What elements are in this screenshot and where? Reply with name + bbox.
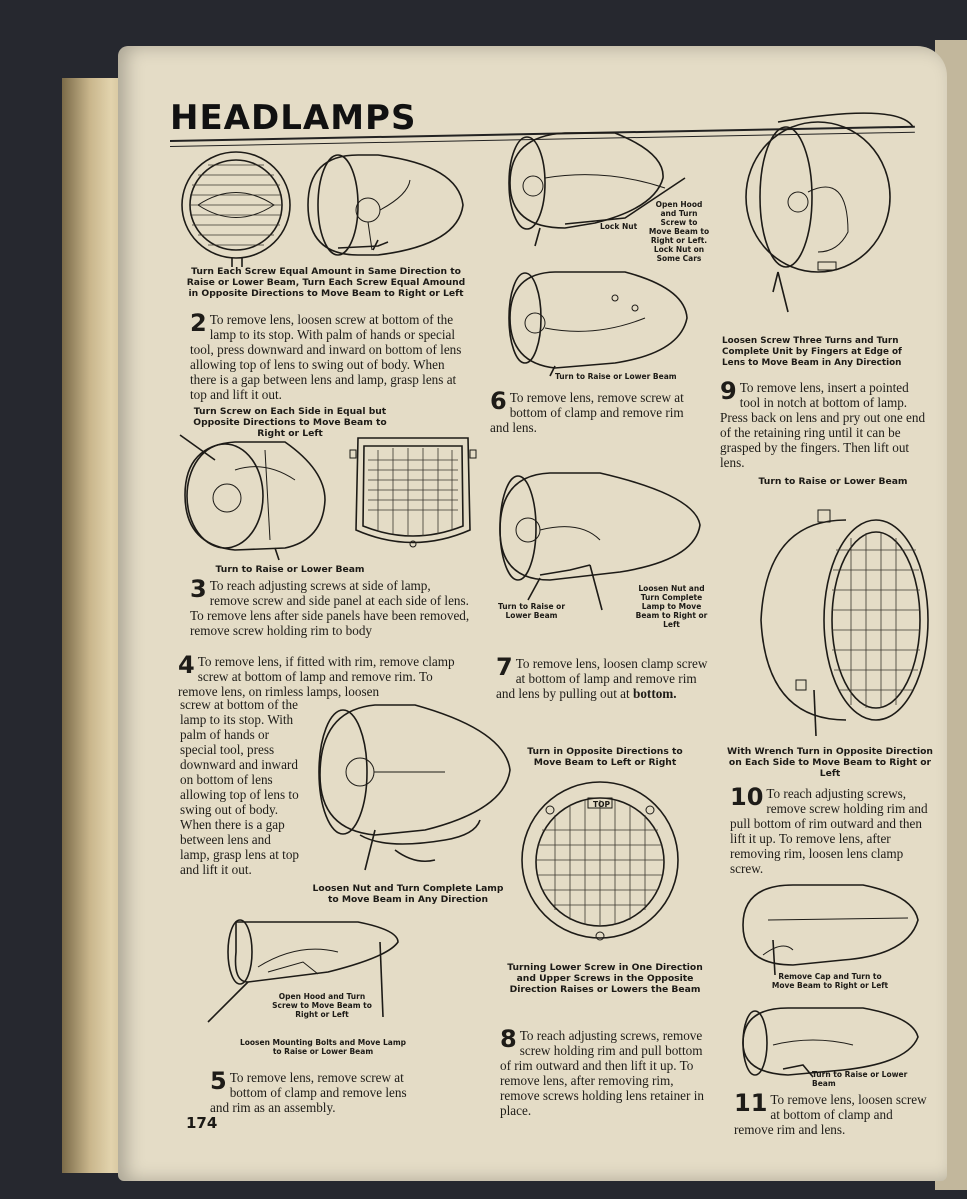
step3-caption-top: Turn Screw on Each Side in Equal but Opposite Directions to Move Beam to Right or Left xyxy=(193,406,387,439)
step7-number: 7 xyxy=(496,653,513,681)
step11-label-cap: Remove Cap and Turn to Move Beam to Right or Left xyxy=(771,972,889,990)
fig1-lamp-side-illustration xyxy=(298,150,468,260)
step7-text xyxy=(496,653,711,701)
step5-text xyxy=(210,1067,410,1115)
step10-caption-bottom: With Wrench Turn in Opposite Direction on Each Side to Move Beam to Right or Left xyxy=(727,746,933,779)
step3-number: 3 xyxy=(190,575,207,603)
step4-text-lead xyxy=(178,651,468,699)
fig1-caption: Turn Each Screw Equal Amount in Same Direction to Raise or Lower Beam, Turn Each Screw Equal Amound in Opposite Directions to Move Beam to Right or Left xyxy=(186,266,466,299)
step9-text xyxy=(720,377,926,470)
step7-body: To remove lens, loosen clamp screw at bottom of lamp and remove rim and lens by pulling out at xyxy=(496,656,708,701)
step8-caption-top: Turn in Opposite Directions to Move Beam to Left or Right xyxy=(527,746,683,768)
step11-label-raise: Turn to Raise or Lower Beam xyxy=(812,1070,908,1088)
step10-body: To reach adjusting screws, remove screw holding rim and pull bottom of rim outward and then lift it up. To remove lens, after removing rim, loosen lens clamp screw. xyxy=(730,786,928,876)
step11-number: 11 xyxy=(734,1089,768,1117)
step5-number: 5 xyxy=(210,1067,227,1095)
step6-label-lock-nut: Lock Nut xyxy=(600,222,638,231)
step11-lamp-top-illustration xyxy=(733,880,923,975)
step5-label-bolts: Loosen Mounting Bolts and Move Lamp to Raise or Lower Beam xyxy=(239,1038,407,1056)
step4-lamp-illustration xyxy=(305,700,515,875)
step9-body: To remove lens, insert a pointed tool in notch at bottom of lamp. Press back on lens and pry out one end of the retaining ring until it can be grasped by the fingers. Then lift out lens. xyxy=(720,380,926,470)
step4-text-wrap: screw at bottom of the lamp to its stop. With palm of hands or special tool, press downward and inward on bottom of lens allowing top of lens to swing out of body. When there is a gap between lens and lamp, grasp lens at top and lift it out. xyxy=(180,697,300,877)
step5-body: To remove lens, remove screw at bottom of clamp and remove lens and rim as an assembly. xyxy=(210,1070,407,1115)
step8-top-label: TOP xyxy=(593,800,610,809)
step6-label-open-hood: Open Hood and Turn Screw to Move Beam to Right or Left. Lock Nut on Some Cars xyxy=(648,200,710,263)
step11-body: To remove lens, loosen screw at bottom of clamp and remove rim and lens. xyxy=(734,1092,927,1137)
step10-lamp-illustration xyxy=(756,500,936,740)
step9-caption: Loosen Screw Three Turns and Turn Complete Unit by Fingers at Edge of Lens to Move Beam in Any Direction xyxy=(722,336,902,368)
step8-body: To reach adjusting screws, remove screw holding rim and pull bottom of rim outward and then lift it up. To remove lens, after removing rim, remove screws holding lens retainer in place. xyxy=(500,1028,704,1118)
page-number: 174 xyxy=(186,1114,218,1132)
step10-text xyxy=(730,783,930,876)
step4-body-lead: To remove lens, if fitted with rim, remove clamp screw at bottom of lamp and remove rim. To remove lens, on rimless lamps, loosen xyxy=(178,654,455,699)
step3-text xyxy=(190,575,473,638)
step2-text xyxy=(190,309,463,402)
step7-label-right: Loosen Nut and Turn Complete Lamp to Move Beam to Right or Left xyxy=(635,584,708,629)
step3-body: To reach adjusting screws at side of lamp, remove screw and side panel at each side of lens. To remove lens after side panels have been removed, remove screw holding rim to body xyxy=(190,578,470,638)
step6-number: 6 xyxy=(490,387,507,415)
step3-rectangular-lens-illustration xyxy=(348,430,478,560)
step5-label-hood: Open Hood and Turn Screw to Move Beam to Right or Left xyxy=(272,992,372,1019)
step8-caption-bottom: Turning Lower Screw in One Direction and Upper Screws in the Opposite Direction Raises or Lowers the Beam xyxy=(507,962,703,995)
step8-text xyxy=(500,1025,712,1118)
step10-number: 10 xyxy=(730,783,764,811)
step10-caption-top: Turn to Raise or Lower Beam xyxy=(758,476,908,487)
step11-text xyxy=(734,1089,930,1137)
step3-lamp-side-illustration xyxy=(175,430,330,555)
step7-label-left: Turn to Raise or Lower Beam xyxy=(497,602,566,620)
step6-lamp-bottom-illustration xyxy=(495,268,705,378)
step3-caption-bottom: Turn to Raise or Lower Beam xyxy=(215,564,365,575)
step2-number: 2 xyxy=(190,309,207,337)
step4-number: 4 xyxy=(178,651,195,679)
step6-body: To remove lens, remove screw at bottom of clamp and remove rim and lens. xyxy=(490,390,684,435)
step9-lamp-illustration xyxy=(738,112,918,317)
step9-number: 9 xyxy=(720,377,737,405)
step4-caption: Loosen Nut and Turn Complete Lamp to Move Beam in Any Direction xyxy=(312,883,504,905)
step6-text xyxy=(490,387,705,435)
step7-body-bold: bottom. xyxy=(633,686,677,701)
step8-number: 8 xyxy=(500,1025,517,1053)
page-title: HEADLAMPS xyxy=(170,98,417,138)
fig1-lens-front-illustration xyxy=(178,150,298,270)
step2-body: To remove lens, loosen screw at bottom of the lamp to its stop. With palm of hands or special tool, press downward and inward on bottom of lens allowing top of lens to swing out of body. When there is a gap between lens and lamp, grasp lens at top and lift it out. xyxy=(190,312,462,402)
step6-caption: Turn to Raise or Lower Beam xyxy=(555,372,677,381)
